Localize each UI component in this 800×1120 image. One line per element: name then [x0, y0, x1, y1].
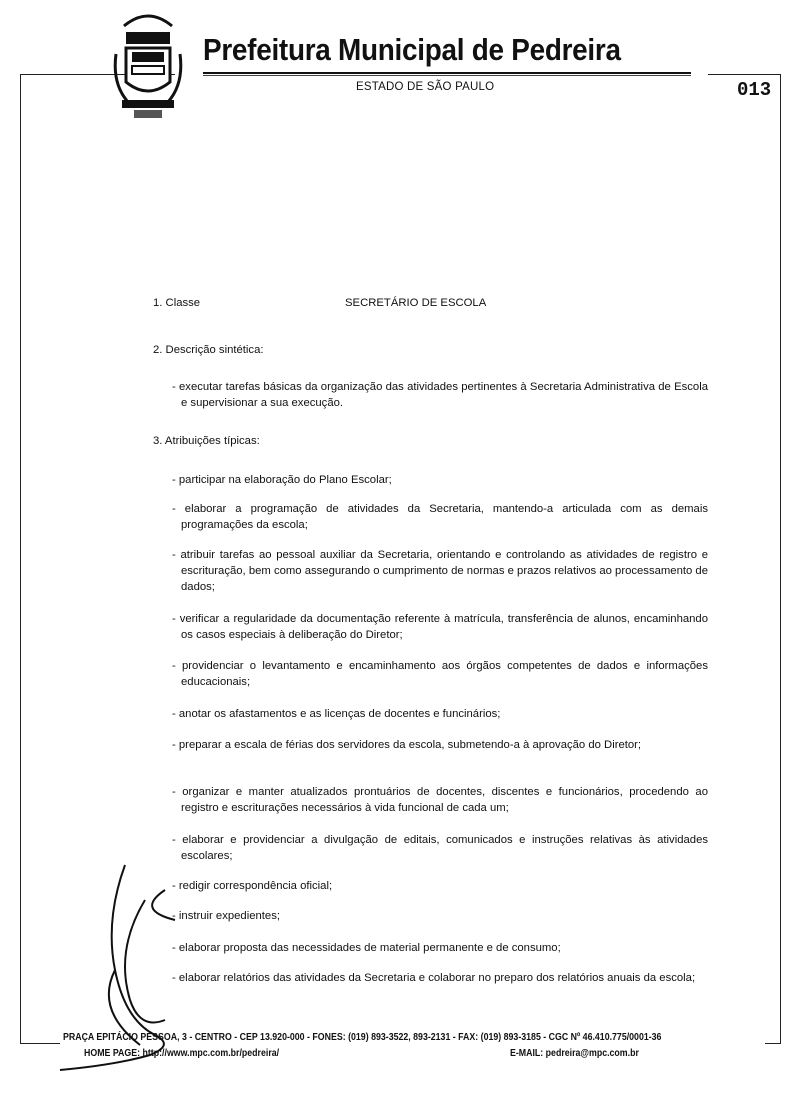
frame-line [20, 1043, 60, 1044]
section-1-label: 1. Classe [153, 297, 201, 309]
frame-line [20, 74, 21, 1044]
list-item: - elaborar relatórios das atividades da Secretaria e colaborar no preparo dos relatórios anuais da escola; [172, 972, 696, 984]
title-underline [203, 72, 691, 74]
title-underline [203, 75, 691, 76]
list-item: - preparar a escala de férias dos servidores da escola, submetendo-a à aprovação do Diretor; [172, 739, 642, 751]
frame-line [708, 74, 780, 75]
list-item: - elaborar e providenciar a divulgação de editais, comunicados e instruções relativas às atividades escolares; [172, 834, 708, 862]
list-item: - verificar a regularidade da documentação referente à matrícula, transferência de alunos, encaminhando os casos especiais à deliberação do Diretor; [172, 613, 708, 641]
page-title: Prefeitura Municipal de Pedreira [203, 32, 621, 67]
list-item: - participar na elaboração do Plano Escolar; [172, 474, 392, 486]
footer-address: PRAÇA EPITÁCIO PESSOA, 3 - CENTRO - CEP 13.920-000 - FONES: (019) 893-3522, 893-2131 - FAX: (019) 893-3185 - CGC Nº 46.410.775/0001-36 [63, 1032, 662, 1043]
list-item: - providenciar o levantamento e encaminhamento aos órgãos competentes de dados e informações educacionais; [172, 660, 708, 688]
description-text: - executar tarefas básicas da organização das atividades pertinentes à Secretaria Administrativa de Escola e supervisionar a sua execução. [172, 381, 708, 409]
section-2-label: 2. Descrição sintética: [153, 344, 264, 356]
list-item: - elaborar a programação de atividades da Secretaria, mantendo-a articulada com as demais programações da escola; [172, 503, 708, 531]
class-name: SECRETÁRIO DE ESCOLA [345, 297, 487, 309]
list-item: - anotar os afastamentos e as licenças de docentes e funcinários; [172, 708, 501, 720]
list-item: - instruir expedientes; [172, 910, 280, 922]
state-subtitle: ESTADO DE SÃO PAULO [356, 81, 495, 93]
footer-homepage: HOME PAGE: http://www.mpc.com.br/pedreira/ [84, 1048, 280, 1059]
list-item: - organizar e manter atualizados prontuários de docentes, discentes e funcionários, procedendo ao registro e escriturações necessários à vida funcional de cada um; [172, 786, 708, 814]
list-item: - atribuir tarefas ao pessoal auxiliar da Secretaria, orientando e controlando as atividades de registro e escrituração, bem como assegurando o cumprimento de normas e prazos relativos ao processamento de dados; [172, 549, 708, 593]
page-number: 013 [737, 79, 772, 101]
list-item: - redigir correspondência oficial; [172, 880, 333, 892]
frame-line [780, 74, 781, 1044]
section-3-label: 3. Atribuições típicas: [153, 435, 260, 447]
frame-line [765, 1043, 781, 1044]
municipal-crest-logo [112, 4, 184, 122]
footer-email: E-MAIL: pedreira@mpc.com.br [510, 1048, 639, 1059]
list-item: - elaborar proposta das necessidades de material permanente e de consumo; [172, 942, 561, 954]
